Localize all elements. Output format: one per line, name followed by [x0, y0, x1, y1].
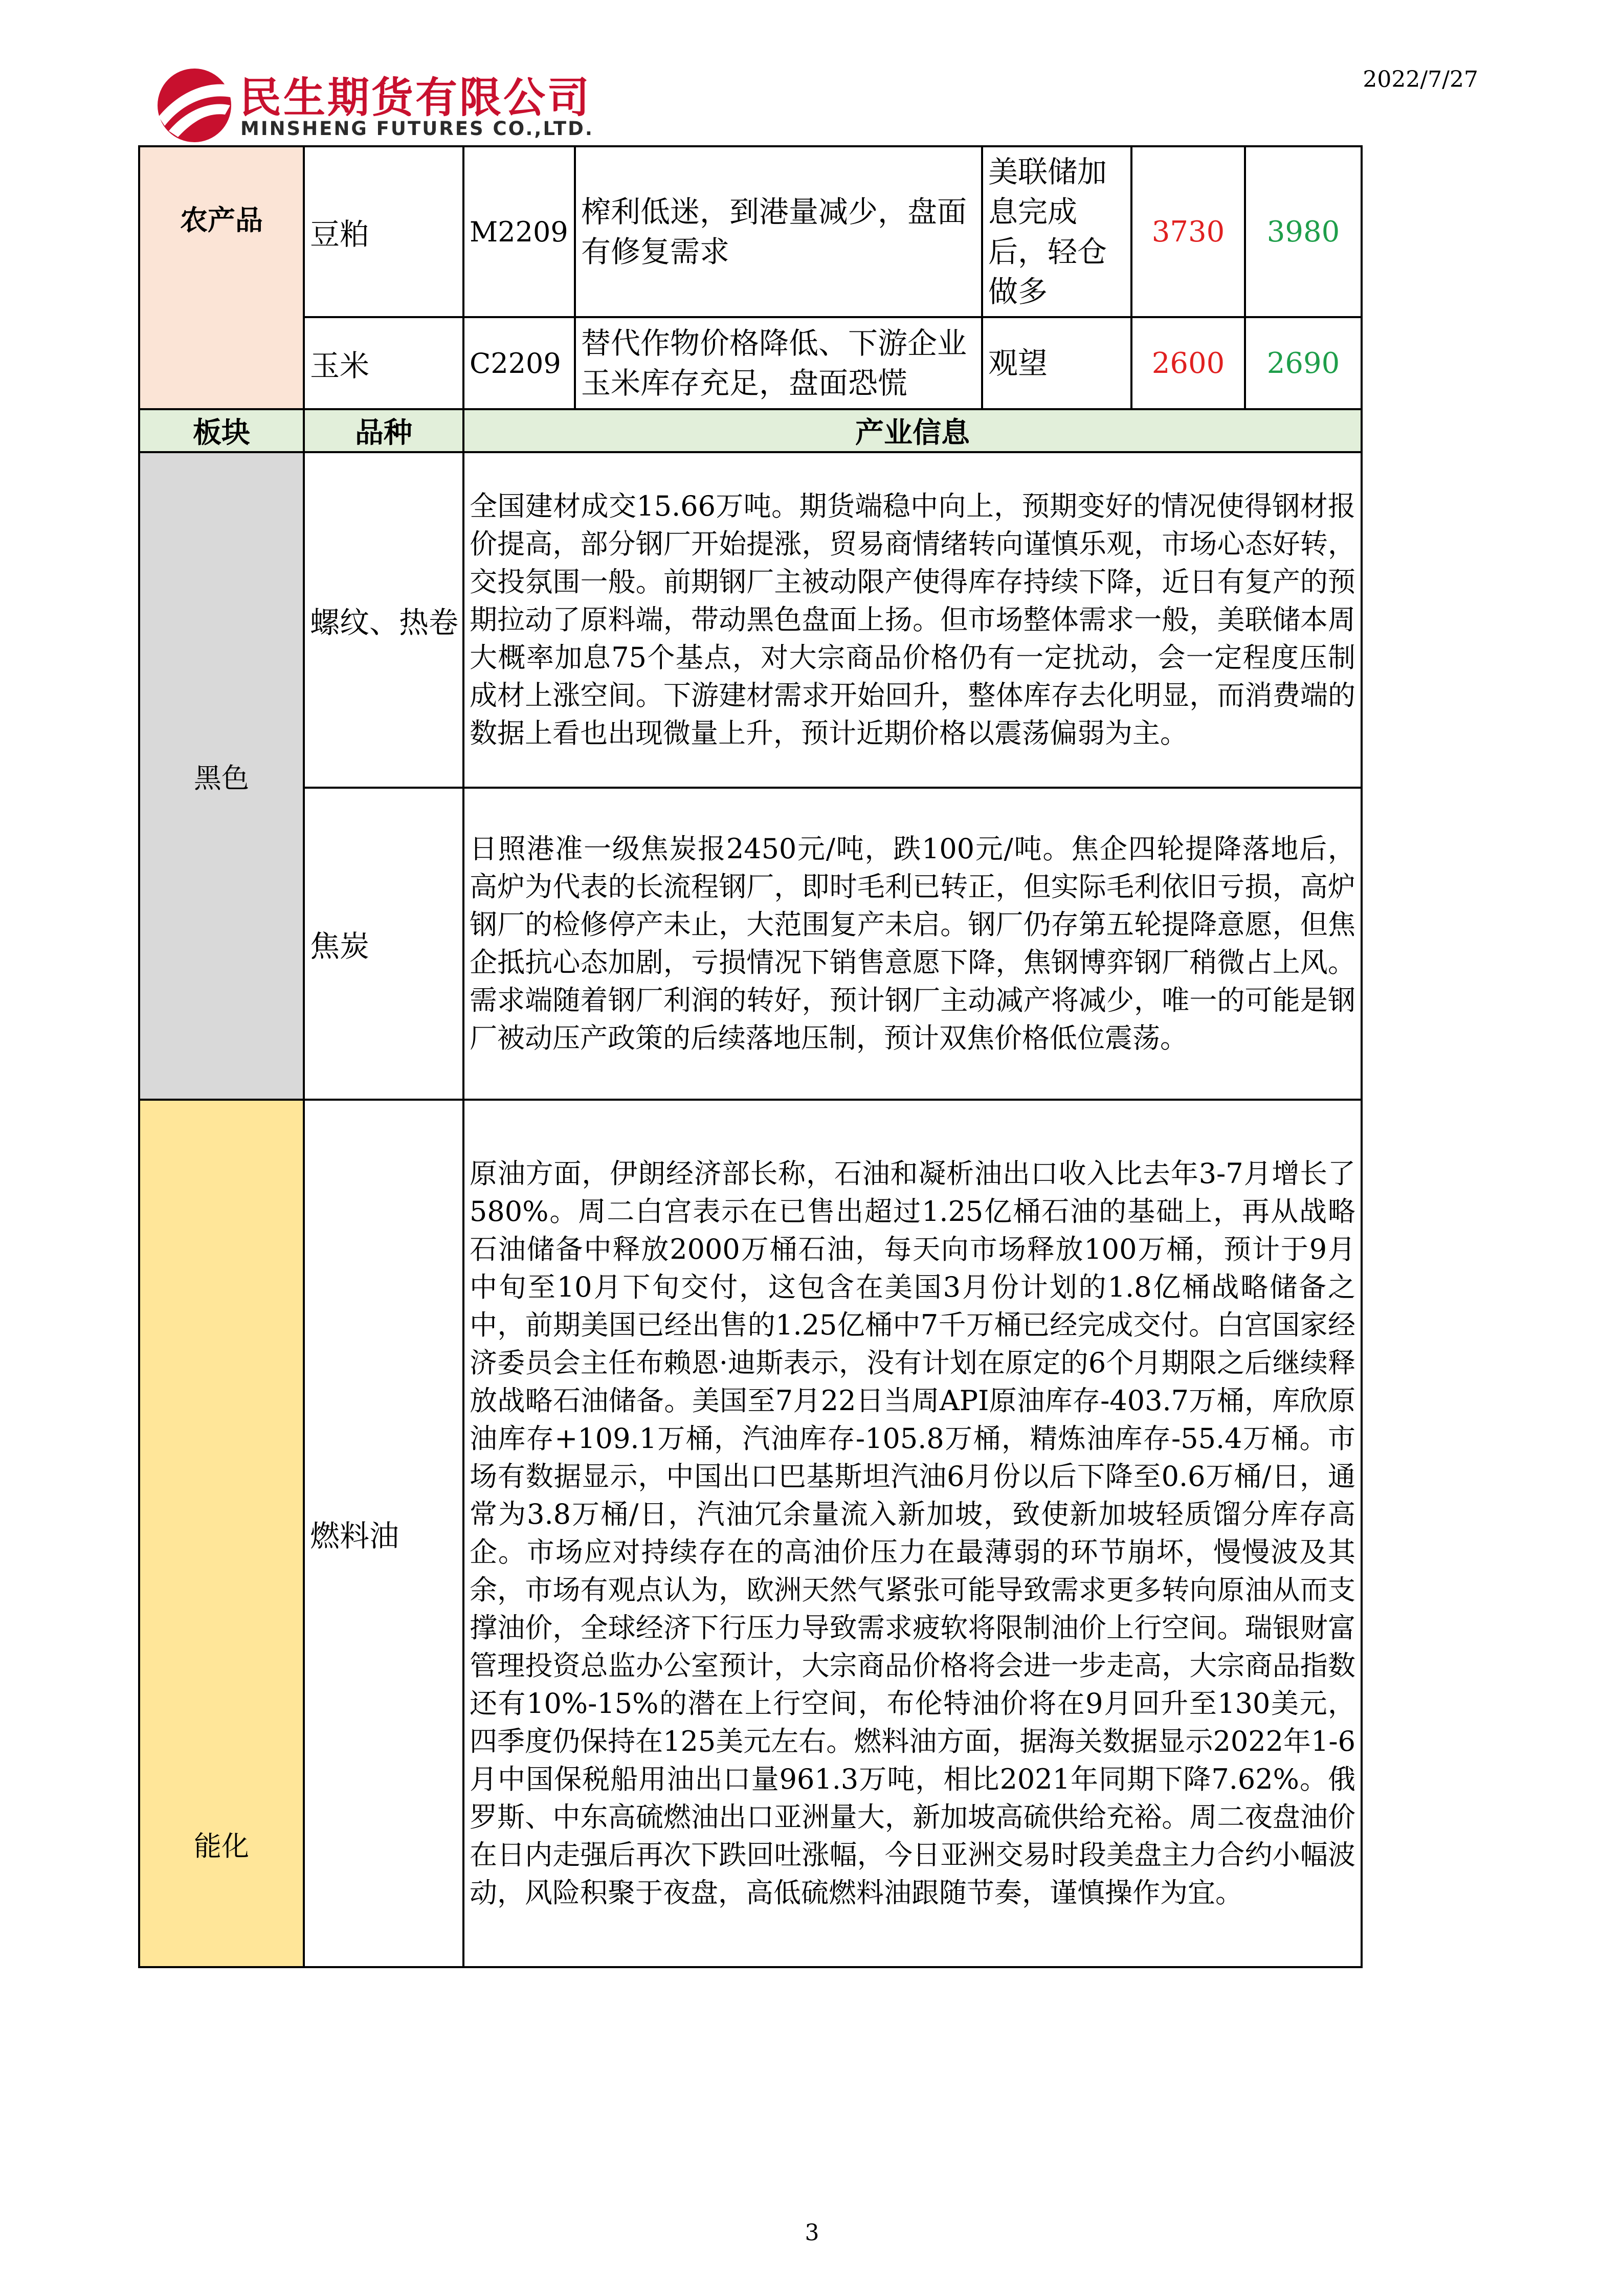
report-date: 2022/7/27 — [1363, 66, 1478, 93]
header-info: 产业信息 — [463, 409, 1362, 452]
company-name-en: MINSHENG FUTURES CO.,LTD. — [240, 118, 594, 140]
price-red: 2600 — [1131, 317, 1245, 409]
price-green: 3980 — [1245, 146, 1362, 317]
variety-cell: 玉米 — [304, 317, 463, 409]
page-number: 3 — [805, 2220, 819, 2246]
info-header-row — [139, 409, 1362, 452]
industry-info: 原油方面，伊朗经济部长称，石油和凝析油出口收入比去年3-7月增长了580%。周二白宫表示在已售出超过1.25亿桶石油的基础上，再从战略石油储备中释放2000万桶石油，每天向市场释放100万桶，预计于9月中旬至10月下旬交付，这包含在美国3月份计划的1.8亿桶战略储备之中，前期美国已经出售的1.25亿桶中7千万桶已经完成交付。白宫国家经济委员会主任布赖恩·迪斯表示，没有计划在原定的6个月期限之后继续释放战略石油储备。美国至7月22日当周API原油库存-403.7万桶，库欣原油库存+109.1万桶，汽油库存-105.8万桶，精炼油库存-55.4万桶。市场有数据显示，中国出口巴基斯坦汽油6月份以后下降至0.6万桶/日，通常为3.8万桶/日，汽油冗余量流入新加坡，致使新加坡轻质馏分库存高企。市场应对持续存在的高油价压力在最薄弱的环节崩坏，慢慢波及其余，市场有观点认为，欧洲天然气紧张可能导致需求更多转向原油从而支撑油价，全球经济下行压力导致需求疲软将限制油价上行空间。瑞银财富管理投资总监办公室预计，大宗商品价格将会进一步走高，大宗商品指数还有10%-15%的潜在上行空间，布伦特油价将在9月回升至130美元，四季度仍保持在125美元左右。燃料油方面，据海关数据显示2022年1-6月中国保税船用油出口量961.3万吨，相比2021年同期下降7.62%。俄罗斯、中东高硫燃油出口亚洲量大，新加坡高硫供给充裕。周二夜盘油价在日内走强后再次下跌回吐涨幅，今日亚洲交易时段美盘主力合约小幅波动，风险积聚于夜盘，高低硫燃料油跟随节奏，谨慎操作为宜。 — [463, 1100, 1362, 1967]
header-variety: 品种 — [304, 409, 463, 452]
strategy-cell: 美联储加息完成后，轻仓做多 — [982, 146, 1131, 317]
variety-cell: 焦炭 — [304, 788, 463, 1100]
variety-cell: 燃料油 — [304, 1100, 463, 1967]
sector-energy: 能化 — [139, 1100, 304, 1967]
table-row-corn — [139, 317, 1362, 409]
table-row-coke — [139, 788, 1362, 1100]
logic-cell: 替代作物价格降低、下游企业玉米库存充足，盘面恐慌 — [575, 317, 982, 409]
contract-code: M2209 — [463, 146, 575, 317]
header-sector: 板块 — [139, 409, 304, 452]
industry-info: 全国建材成交15.66万吨。期货端稳中向上，预期变好的情况使得钢材报价提高，部分钢厂开始提涨，贸易商情绪转向谨慎乐观，市场心态好转，交投氛围一般。前期钢厂主被动限产使得库存持续下降，近日有复产的预期拉动了原料端，带动黑色盘面上扬。但市场整体需求一般，美联储本周大概率加息75个基点，对大宗商品价格仍有一定扰动，会一定程度压制成材上涨空间。下游建材需求开始回升，整体库存去化明显，而消费端的数据上看也出现微量上升，预计近期价格以震荡偏弱为主。 — [463, 452, 1362, 788]
variety-cell: 豆粕 — [304, 146, 463, 317]
sector-agri: 农产品 — [139, 146, 304, 409]
company-logo — [153, 60, 614, 147]
logic-cell: 榨利低迷，到港量减少，盘面有修复需求 — [575, 146, 982, 317]
sector-black: 黑色 — [139, 452, 304, 1100]
price-green: 2690 — [1245, 317, 1362, 409]
strategy-cell: 观望 — [982, 317, 1131, 409]
table-row-fuel-oil — [139, 1100, 1362, 1967]
variety-cell: 螺纹、热卷 — [304, 452, 463, 788]
industry-info: 日照港准一级焦炭报2450元/吨，跌100元/吨。焦企四轮提降落地后，高炉为代表的长流程钢厂，即时毛利已转正，但实际毛利依旧亏损，高炉钢厂的检修停产未止，大范围复产未启。钢厂仍存第五轮提降意愿，但焦企抵抗心态加剧，亏损情况下销售意愿下降，焦钢博弈钢厂稍微占上风。需求端随着钢厂利润的转好，预计钢厂主动减产将减少，唯一的可能是钢厂被动压产政策的后续落地压制，预计双焦价格低位震荡。 — [463, 788, 1362, 1100]
table-row-rebar — [139, 452, 1362, 788]
company-name-cn: 民生期货有限公司 — [239, 74, 592, 122]
minsheng-logo-icon — [153, 65, 235, 145]
table-row-soymeal — [139, 146, 1362, 317]
contract-code: C2209 — [463, 317, 575, 409]
strategy-table — [138, 145, 1363, 1968]
price-red: 3730 — [1131, 146, 1245, 317]
